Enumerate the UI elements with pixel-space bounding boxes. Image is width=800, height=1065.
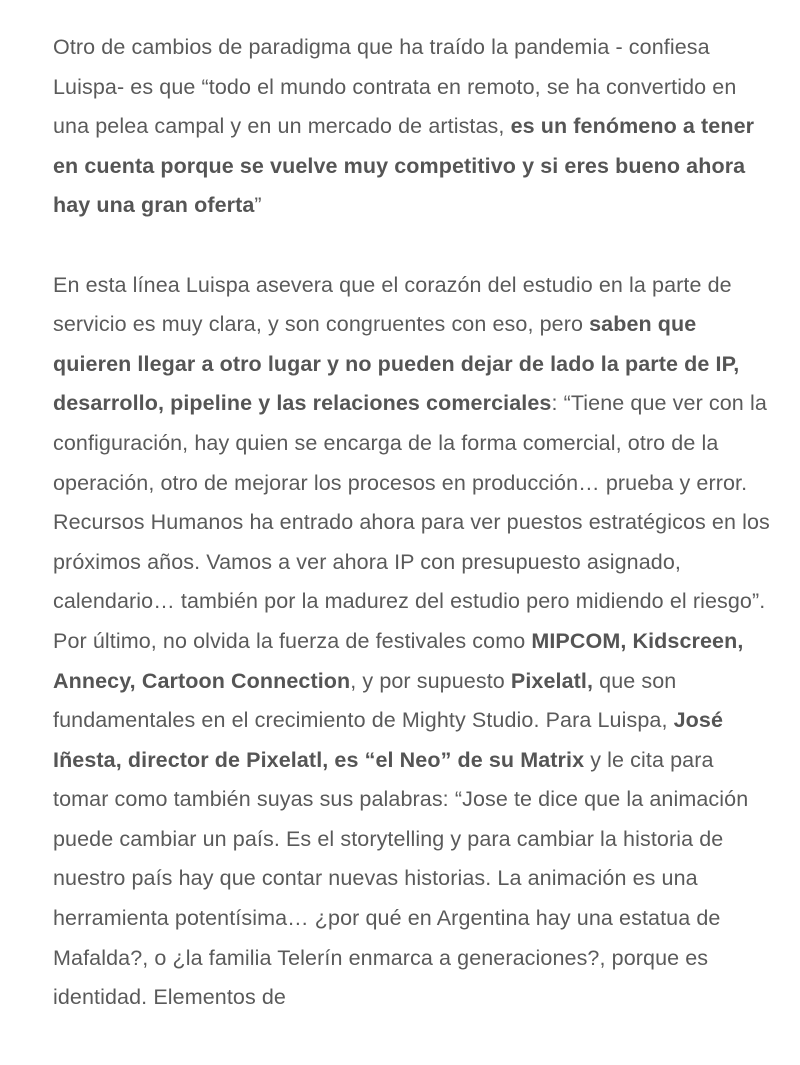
bold-text-segment: es un fenómeno a tener en cuenta porque se vuelve muy competitivo y si eres bueno ahora hay una gran oferta <box>53 114 755 218</box>
paragraph-spacer <box>53 226 773 266</box>
text-segment: Otro de cambios de paradigma que ha traído la pandemia - confiesa Luispa- es que “todo el mundo contrata en remoto, se ha convertido en una pelea campal y en un mercado de artistas, <box>53 35 737 139</box>
bold-text-segment: saben que quieren llegar a otro lugar y no pueden dejar de lado la parte de IP, desarrollo, pipeline y las relaciones comerciales <box>53 312 740 416</box>
article-body <box>53 28 773 1018</box>
text-segment: : “Tiene que ver con la configuración, hay quien se encarga de la forma comercial, otro de la operación, otro de mejorar los procesos en producción… prueba y error. Recursos Humanos ha entrado ahora para ver puestos estratégicos en los próximos años. Vamos a ver ahora IP con presupuesto asignado, calendario… también por la madurez del estudio pero midiendo el riesgo”. <box>53 391 770 614</box>
bold-text-segment: MIPCOM, Kidscreen, Annecy, Cartoon Connection <box>53 628 744 693</box>
paragraph-festivals <box>53 622 773 1018</box>
text-segment: que son fundamentales en el crecimiento de Mighty Studio. Para Luispa, <box>53 668 677 733</box>
text-segment: ” <box>254 193 262 218</box>
paragraph-paradigm-shift <box>53 28 773 226</box>
text-segment: , y por supuesto <box>350 668 511 693</box>
paragraph-studio-heart <box>53 266 773 622</box>
bold-text-segment: Pixelatl, <box>510 668 594 693</box>
text-segment: Por último, no olvida la fuerza de festivales como <box>53 628 532 653</box>
text-segment: y le cita para tomar como también suyas sus palabras: “Jose te dice que la animación puede cambiar un país. Es el storytelling y para cambiar la historia de nuestro país hay que contar nuevas historias. La animación es una herramienta potentísima… ¿por qué en Argentina hay una estatua de Mafalda?, o ¿la familia Telerín enmarca a generaciones?, porque es identidad. Elementos de <box>53 747 749 1010</box>
text-segment: En esta línea Luispa asevera que el corazón del estudio en la parte de servicio es muy clara, y son congruentes con eso, pero <box>53 272 732 337</box>
bold-text-segment: José Iñesta, director de Pixelatl, es “el Neo” de su Matrix <box>53 708 723 772</box>
